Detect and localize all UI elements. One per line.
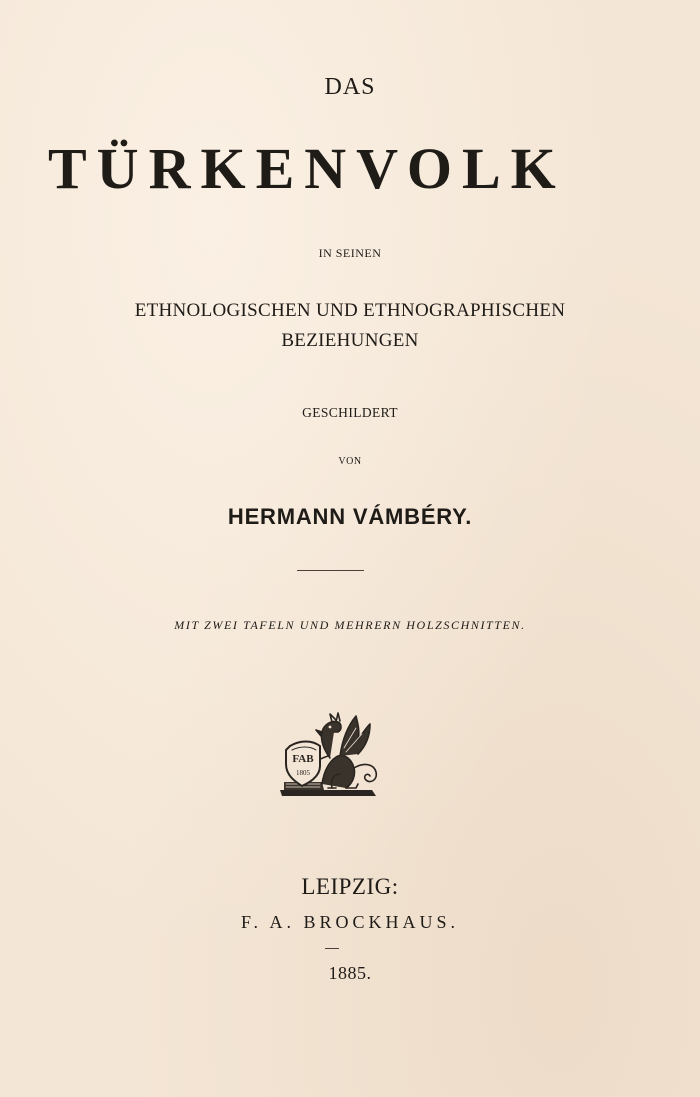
book-title: TÜRKENVOLK bbox=[48, 136, 566, 201]
publication-year: 1885. bbox=[328, 963, 372, 983]
publisher-name: F. A. BROCKHAUS. bbox=[240, 912, 460, 932]
von-label: VON bbox=[338, 456, 362, 467]
author-name: HERMANN VÁMBÉRY. bbox=[227, 504, 473, 529]
subtitle-line-2: BEZIEHUNGEN bbox=[281, 330, 419, 351]
publication-city: LEIPZIG: bbox=[301, 874, 399, 899]
divider-rule bbox=[297, 570, 364, 571]
illustrations-note: MIT ZWEI TAFELN UND MEHRERN HOLZSCHNITTEN. bbox=[174, 618, 526, 632]
shield-monogram: FAB bbox=[292, 753, 314, 765]
shield-year: 1805 bbox=[296, 769, 310, 777]
pre-title: DAS bbox=[324, 74, 376, 100]
subtitle-line-1: ETHNOLOGISCHEN UND ETHNOGRAPHISCHEN bbox=[134, 300, 566, 321]
griffin-printers-mark-icon bbox=[272, 698, 384, 806]
subtitle-small: IN SEINEN bbox=[318, 246, 382, 260]
small-divider-rule bbox=[325, 948, 339, 949]
geschildert-label: GESCHILDERT bbox=[302, 405, 398, 420]
